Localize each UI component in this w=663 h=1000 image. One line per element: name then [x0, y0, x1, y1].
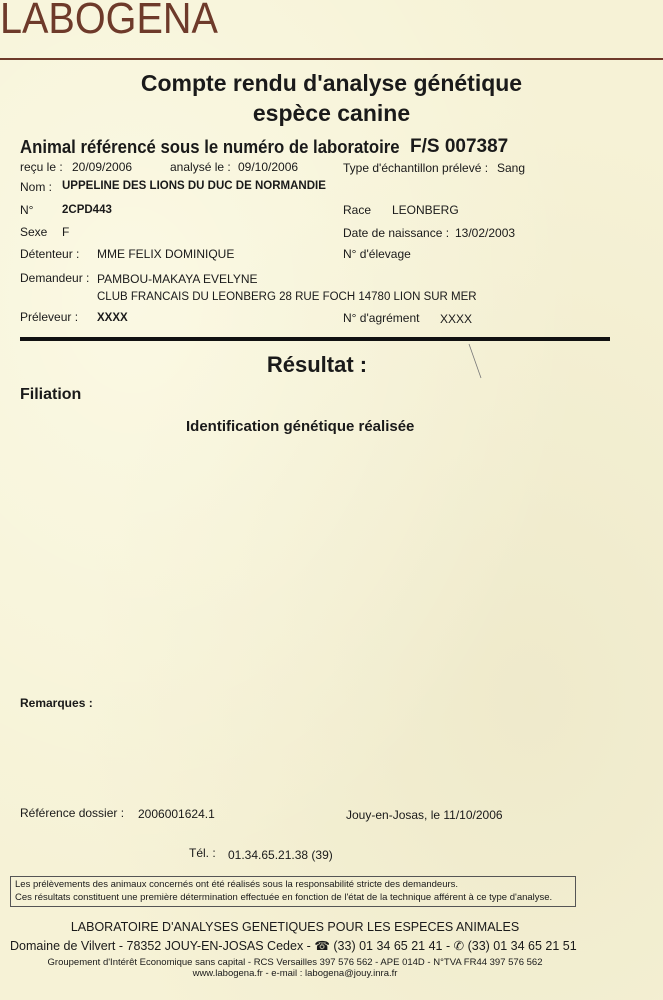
tel-value: 01.34.65.21.38 (39): [228, 848, 333, 862]
logo: LABOGENA: [0, 0, 218, 43]
disclaimer-box: [10, 876, 576, 907]
sexe-value: F: [62, 225, 70, 239]
fax-icon: ✆: [453, 939, 465, 953]
demandeur-address: CLUB FRANCAIS DU LEONBERG 28 RUE FOCH 14780 LION SUR MER: [97, 291, 477, 303]
numero-value: 2CPD443: [62, 204, 112, 216]
lab-phone: (33) 01 34 65 21 41 -: [333, 939, 451, 953]
race-value: LEONBERG: [392, 203, 459, 217]
disclaimer-line-1: Les prélèvements des animaux concernés ont été réalisés sous la responsabilité stricte des demandeurs.: [15, 879, 459, 890]
naissance-value: 13/02/2003: [455, 226, 516, 240]
lab-fax: (33) 01 34 65 21 51: [467, 939, 577, 953]
section-divider: [20, 337, 610, 341]
demandeur-value: PAMBOU-MAKAYA EVELYNE: [97, 272, 258, 286]
legal-info: Groupement d'Intérêt Economique sans capital - RCS Versailles 397 576 562 - APE 014D - N°TVA FR44 397 576 562: [47, 957, 543, 968]
tel-label: Tél. :: [189, 846, 216, 860]
nom-label: Nom :: [20, 180, 53, 194]
disclaimer-line-2: Ces résultats constituent une première détermination effectuée en fonction de l'état de la technique afférent à ce type d'analyse.: [15, 891, 553, 903]
echantillon-label: Type d'échantillon prélevé :: [343, 161, 489, 175]
document-subtitle: espèce canine: [252, 100, 411, 126]
agrement-value: XXXX: [440, 312, 473, 326]
filiation-label: Filiation: [20, 386, 82, 403]
reference-value: 2006001624.1: [138, 807, 215, 821]
phone-icon: ☎: [314, 939, 330, 953]
lab-number: F/S 007387: [410, 136, 509, 157]
lab-full-name: LABORATOIRE D'ANALYSES GENETIQUES POUR LES ESPECES ANIMALES: [70, 920, 520, 934]
preleveur-value: XXXX: [97, 312, 128, 324]
nom-value: UPPELINE DES LIONS DU DUC DE NORMANDIE: [62, 180, 326, 192]
remarques-label: Remarques :: [20, 696, 93, 710]
recu-value: 20/09/2006: [72, 160, 133, 174]
preleveur-label: Préleveur :: [20, 310, 79, 324]
numero-label: N°: [20, 203, 34, 217]
lab-address-line: [10, 938, 577, 953]
race-label: Race: [343, 203, 372, 217]
document-title: Compte rendu d'analyse génétique: [140, 70, 523, 96]
echantillon-value: Sang: [497, 161, 526, 175]
sexe-label: Sexe: [20, 225, 48, 239]
header-divider: [0, 58, 663, 60]
place-date: Jouy-en-Josas, le 11/10/2006: [346, 808, 503, 822]
animal-ref-label: Animal référencé sous le numéro de laboratoire: [20, 137, 400, 157]
lab-address: Domaine de Vilvert - 78352 JOUY-EN-JOSAS Cedex -: [10, 939, 311, 953]
elevage-label: N° d'élevage: [343, 247, 411, 261]
analyse-value: 09/10/2006: [238, 160, 299, 174]
identification-result: Identification génétique réalisée: [186, 418, 415, 435]
agrement-label: N° d'agrément: [343, 311, 420, 325]
naissance-label: Date de naissance :: [343, 226, 450, 240]
detenteur-label: Détenteur :: [20, 247, 80, 261]
demandeur-label: Demandeur :: [20, 271, 90, 285]
contact-web: www.labogena.fr - e-mail : labogena@jouy.inra.fr: [192, 968, 398, 979]
analyse-label: analysé le :: [170, 160, 231, 174]
detenteur-value: MME FELIX DOMINIQUE: [97, 247, 235, 261]
result-heading: Résultat :: [266, 352, 368, 377]
reference-label: Référence dossier :: [20, 806, 125, 820]
recu-label: reçu le :: [20, 160, 63, 174]
